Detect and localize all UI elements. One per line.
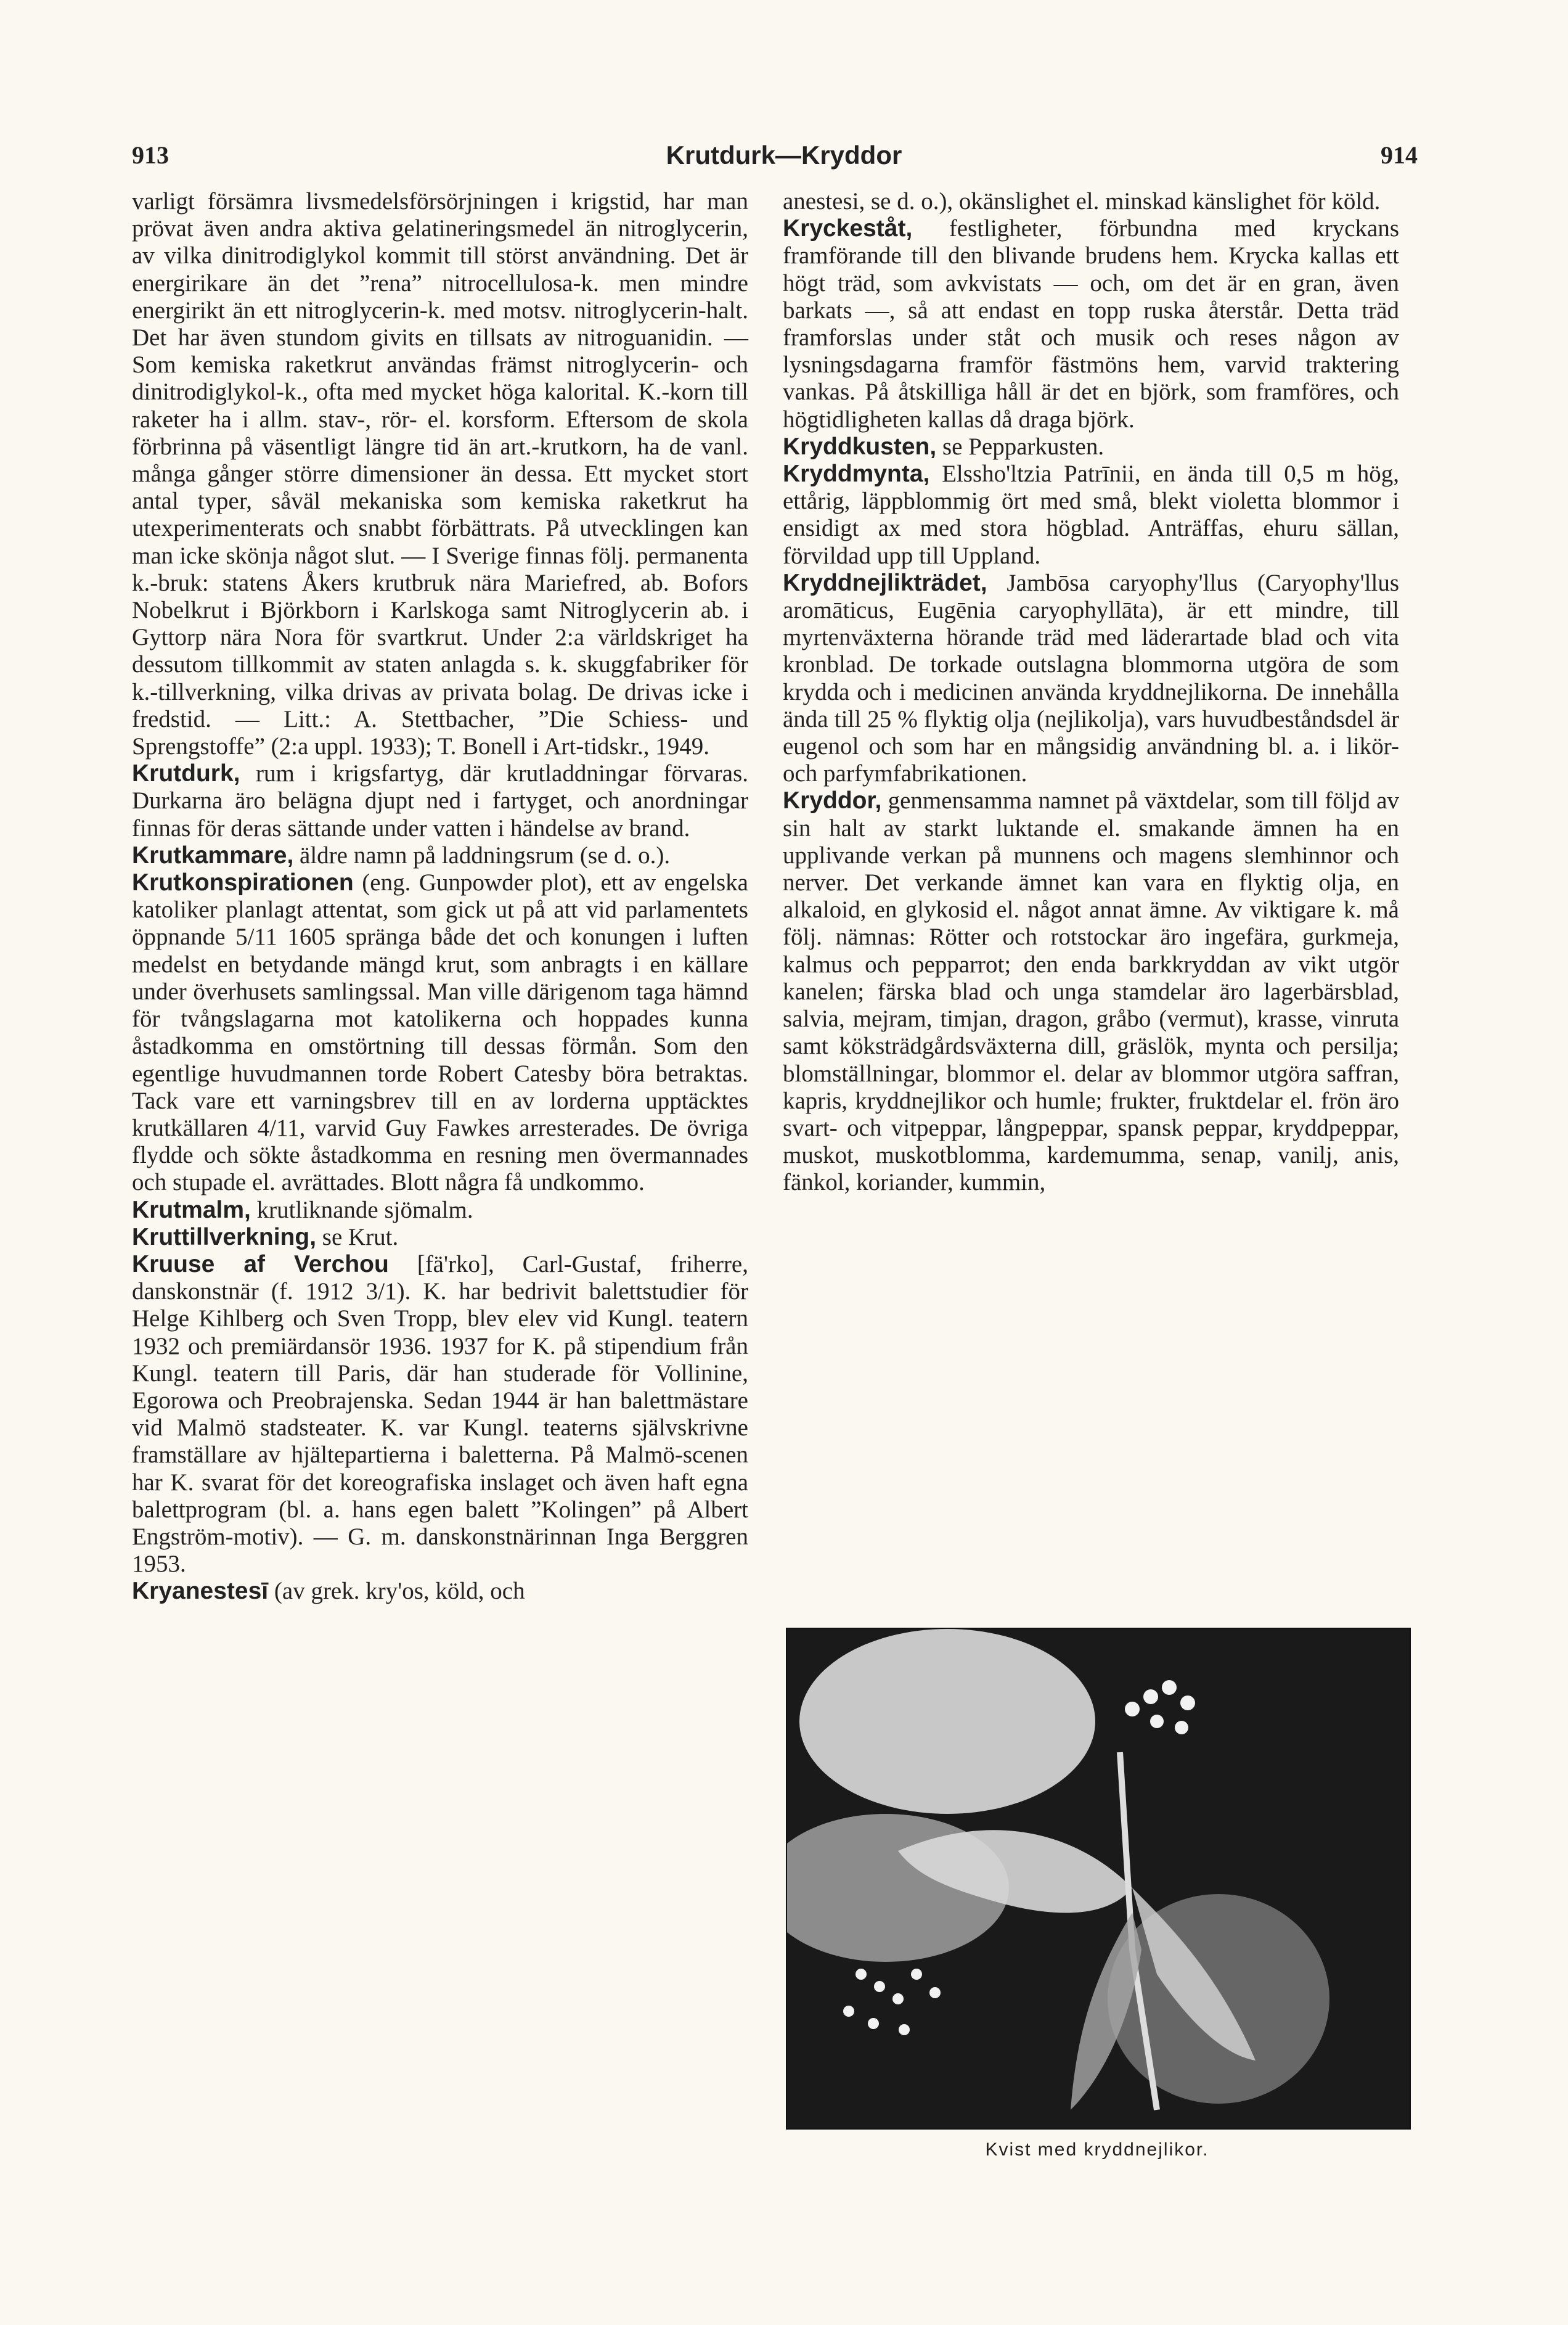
headword: Kryddkusten,: [783, 433, 937, 460]
entry-kruttillverkning: [132, 1224, 748, 1251]
entry-kryddkusten: [783, 433, 1399, 461]
headword: Kryddor,: [783, 787, 882, 814]
entry-text: Jambōsa caryophy'llus (Caryophy'llus aromāticus, Eugēnia caryophyllāta), är ett mindre, till myrtenväxterna hörande träd med läderartade blad och vita kronblad. De torkade outslagna blommorna utgöra de som krydda och i medicinen använda kryddnejlikorna. De innehålla ända till 25 % flyktig olja (nejlikolja), vars huvudbeståndsdel är eugenol och som har en mångsidig användning bl. a. i likör- och parfymfabrikationen.: [783, 569, 1399, 787]
page-number-left: 913: [132, 141, 169, 169]
entry-kruuse-af-verchou: [132, 1251, 748, 1578]
headword: Kryckeståt,: [783, 215, 913, 242]
clove-branch-photo: [786, 1628, 1411, 2130]
left-column: [132, 188, 748, 1605]
paragraph: varligt försämra livsmedelsförsörjningen i krigstid, har man prövat även andra aktiva gelatineringsmedel än nitroglycerin, av vilka dinitrodiglykol kommit till störst användning. Det är energirikare än det ”rena” nitrocellulosa-k. men mindre energirikt än ett nitroglycerin-k. med motsv. nitroglycerin-halt. Det har även stundom givits en tillsats av nitroguanidin. — Som kemiska raketkrut användas främst nitroglycerin- och dinitrodiglykol-k., ofta med mycket höga kalorital. K.-korn till raketer ha i allm. stav-, rör- el. korsform. Eftersom de skola förbrinna på väsentligt längre tid än art.-krutkorn, ha de vanl. många gånger större dimensioner än dessa. Ett mycket stort antal typer, såväl mekaniska som kemiska raketkrut ha utexperimenterats och snabbt förbättrats. På utvecklingen kan man icke skönja något slut. — I Sverige finnas följ. permanenta k.-bruk: statens Åkers krutbruk nära Mariefred, ab. Bofors Nobelkrut i Björkborn i Karlskoga samt Nitroglycerin ab. i Gyttorp nära Nora för svartkrut. Under 2:a världskriget ha dessutom tillkommit av staten anlagda s. k. skuggfabriker för k.-tillverkning, vilka drivas av privata bolag. De drivas icke i fredstid. — Litt.: A. Stettbacher, ”Die Schiess- und Sprengstoffe” (2:a uppl. 1933); T. Bonell i Art-tidskr., 1949.: [132, 188, 748, 760]
entry-kryddnejliktradet: [783, 570, 1399, 788]
headword: Kryddmynta,: [783, 461, 930, 488]
headword: Kruttillverkning,: [132, 1223, 317, 1250]
headword: Krutmalm,: [132, 1196, 251, 1223]
headword: Krutdurk,: [132, 760, 240, 787]
entry-text: genmensamma namnet på växtdelar, som till följd av sin halt av starkt luktande el. smakande ämnen ha en upplivande verkan på munnens och magens slemhinnor och nerver. Det verkande ämnet kan vara en flyktig olja, en alkaloid, en glykosid el. något annat ämne. Av viktigare k. må följ. nämnas: Rötter och rotstockar äro ingefära, gurkmeja, kalmus och pepparrot; den enda barkkryddan av vikt utgör kanelen; färska blad och unga stamdelar äro lagerbärsblad, salvia, mejram, timjan, dragon, gråbo (vermut), krasse, vinruta samt köksträdgårdsväxterna dill, gräslök, mynta och persilja; blomställningar, blommor el. delar av blommor utgöra saffran, kapris, kryddnejlikor och humle; frukter, fruktdelar el. frön äro svart- och vitpeppar, långpeppar, spansk peppar, kryddpeppar, muskot, muskotblomma, kardemumma, senap, vanilj, anis, fänkol, koriander, kummin,: [783, 787, 1399, 1196]
headword: Kruuse af Verchou: [132, 1250, 389, 1277]
headword: Kryddnejlikträdet,: [783, 569, 987, 596]
headword: Krutkammare,: [132, 842, 294, 869]
entry-text: äldre namn på laddningsrum (se d. o.).: [293, 842, 671, 869]
entry-kryddmynta: [783, 461, 1399, 570]
entry-text: festligheter, förbundna med kryckans framförande till den blivande brudens hem. Krycka kallas ett högt träd, som avkvistats — och, om det är en gran, även barkats —, så att endast en topp ruska återstår. Detta träd framforslas under ståt och musik och reses någon av lysningsdagarna framför fästmöns hem, varvid traktering vankas. På åtskilliga håll är det en björk, som framföres, och högtidligheten kallas då draga björk.: [783, 215, 1399, 433]
entry-text: Elssho'ltzia Patrīnii, en ända till 0,5 m hög, ettårig, läppblommig ört med små, blekt violetta blommor i ensidigt ax med stora högblad. Anträffas, ehuru sällan, förvildad upp till Uppland.: [783, 461, 1399, 569]
right-column: [783, 188, 1399, 1197]
entry-text: (eng. Gunpowder plot), ett av engelska katoliker planlagt attentat, som gick ut på att vid parlamentets öppnande 5/11 1605 spränga både det och konungen i luften medelst en betydande mängd krut, som anbragts i en källare under överhusets samlingssal. Man ville därigenom taga hämnd för tvångslagarna mot katolikerna och hoppades kunna åstadkomma en omstörtning till dessas förmån. Som den egentlige huvudmannen torde Robert Catesby böra betraktas. Tack vare ett varningsbrev till en av lorderna upptäcktes krutkällaren 4/11, varvid Guy Fawkes arresterades. De övriga flydde och sökte åstadkomma en resning men övermannades och stupade el. avrättades. Blott några få undkommo.: [132, 869, 748, 1196]
clove-branch-illustration: [787, 1629, 1410, 2128]
paragraph: anestesi, se d. o.), okänslighet el. minskad känslighet för köld.: [783, 188, 1381, 215]
entry-kryanestesi: [132, 1578, 748, 1605]
entry-text: rum i krigsfartyg, där krutladdningar förvaras. Durkarna äro belägna djupt ned i fartyget, och anordningar finnas för deras sättande under vatten i händelse av brand.: [132, 760, 748, 842]
headword: Kryanestesī: [132, 1578, 269, 1605]
entry-krutkammare: [132, 842, 748, 869]
page-number-right: 914: [1381, 141, 1418, 169]
headword: Krutkonspirationen: [132, 869, 354, 896]
entry-krutmalm: [132, 1197, 748, 1224]
entry-text: (av grek. kry'os, köld, och: [268, 1578, 525, 1605]
entry-text: [fä'rko], Carl-Gustaf, friherre, danskonstnär (f. 1912 3/1). K. har bedrivit balettstudier för Helge Kihlberg och Sven Tropp, blev elev vid Kungl. teatern 1932 och premiärdansör 1936. 1937 for K. på stipendium från Kungl. teatern till Paris, där han studerade för Vollinine, Egorowa och Preobrajenska. Sedan 1944 är han balettmästare vid Malmö stadsteater. K. var Kungl. teaterns självskrivne framställare av hjältepartierna i baletterna. På Malmö-scenen har K. svarat för det koreografiska inslaget och även haft egna balettprogram (bl. a. hans egen balett ”Kolingen” på Albert Engström-motiv). — G. m. danskonstnärinnan Inga Berggren 1953.: [132, 1250, 748, 1578]
running-title: Krutdurk—Kryddor: [666, 141, 902, 170]
entry-krutkonspirationen: [132, 869, 748, 1196]
entry-text: se Krut.: [316, 1223, 399, 1250]
entry-text: krutliknande sjömalm.: [250, 1196, 473, 1223]
entry-kryckestat: [783, 215, 1399, 433]
entry-text: se Pepparkusten.: [936, 433, 1105, 460]
figure-caption: Kvist med kryddnejlikor.: [985, 2139, 1209, 2160]
entry-kryddor: [783, 787, 1399, 1196]
entry-krutdurk: [132, 760, 748, 842]
